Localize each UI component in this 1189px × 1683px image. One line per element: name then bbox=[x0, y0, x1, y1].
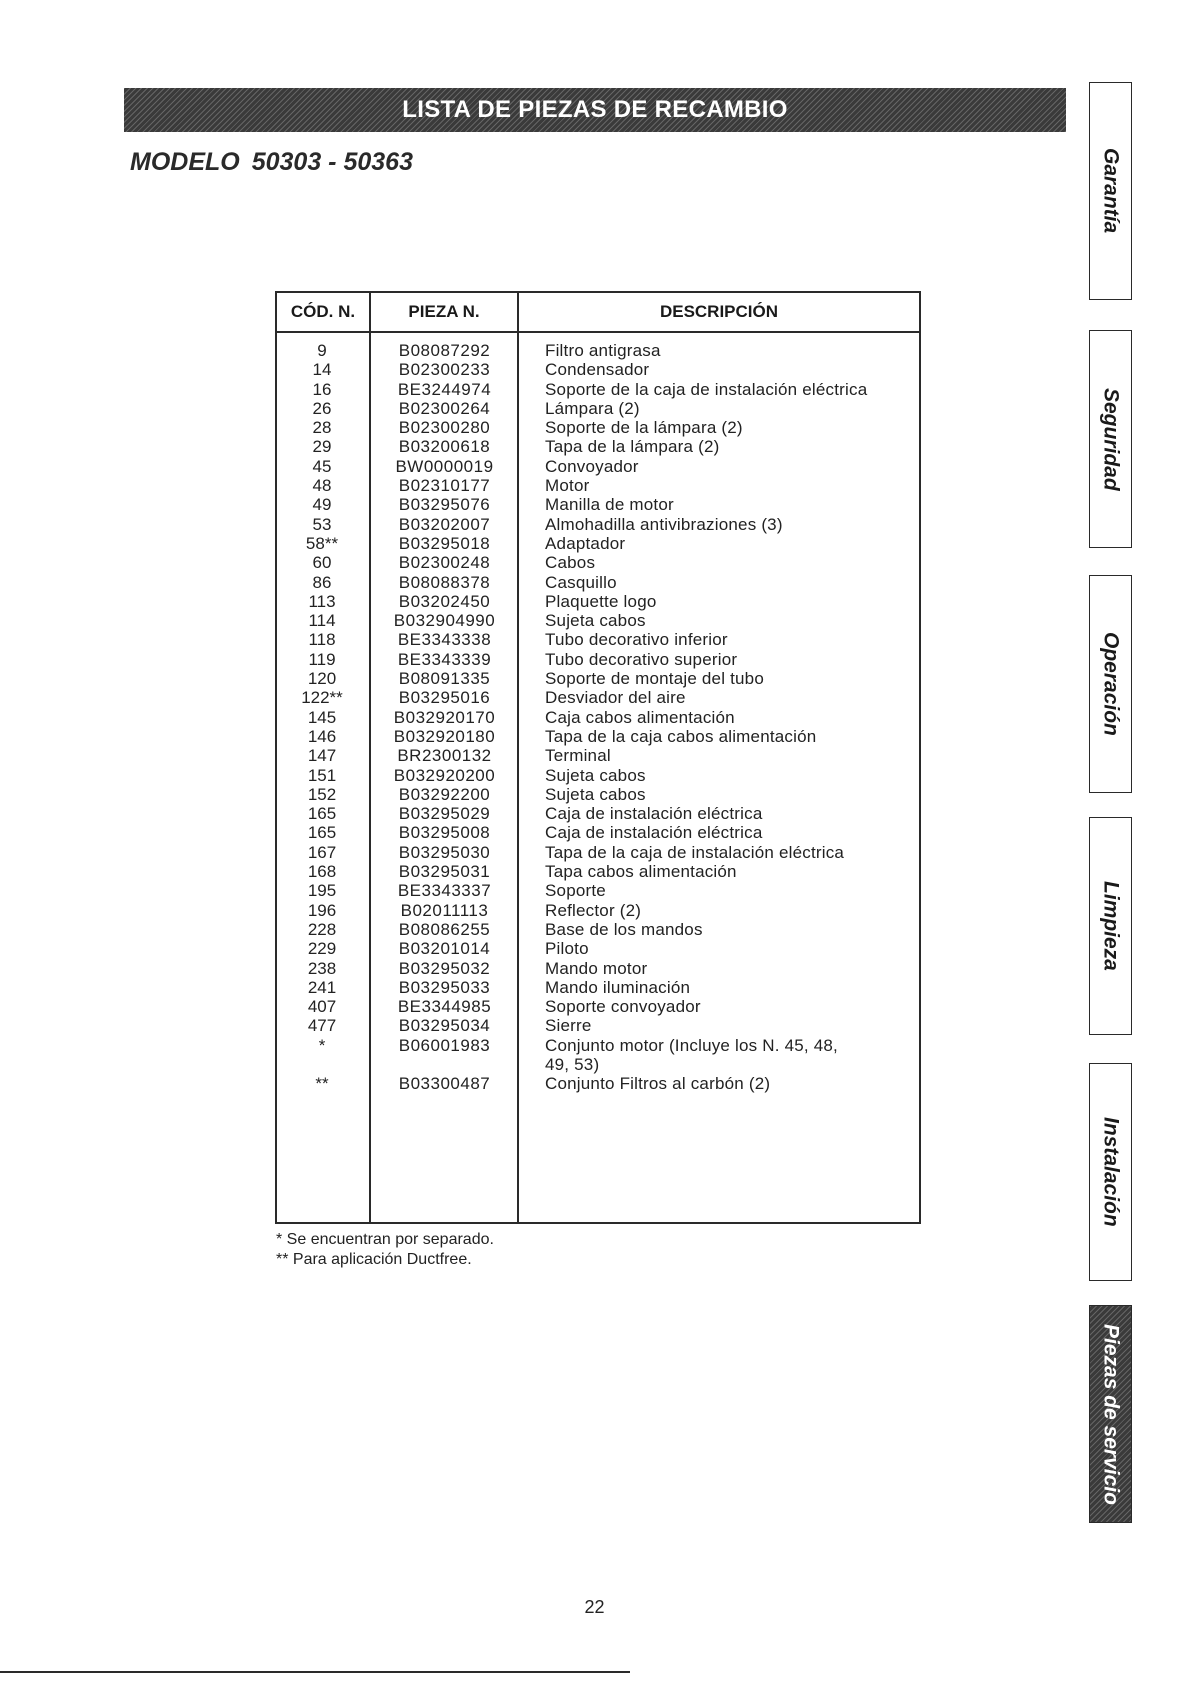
description-cell bbox=[545, 727, 905, 746]
code-cell: 9 bbox=[317, 341, 327, 360]
part-number-cell: B02300233 bbox=[398, 360, 491, 380]
code-cell: 167 bbox=[307, 842, 337, 862]
description-cell bbox=[545, 669, 905, 688]
description-cell bbox=[545, 862, 905, 881]
part-number-cell: B03292200 bbox=[398, 784, 491, 804]
description-cell bbox=[545, 380, 905, 399]
table-row bbox=[277, 843, 919, 862]
tab-operacion[interactable] bbox=[1089, 575, 1132, 793]
description-line: Tapa cabos alimentación bbox=[545, 862, 737, 882]
description-line: Sujeta cabos bbox=[545, 784, 646, 804]
description-cell bbox=[545, 495, 905, 514]
description-line: Sujeta cabos bbox=[545, 611, 646, 631]
description-cell bbox=[545, 476, 905, 495]
header-part: PIEZA N. bbox=[408, 302, 480, 321]
code-cell: 407 bbox=[307, 997, 337, 1017]
table-row bbox=[277, 534, 919, 553]
description-cell bbox=[545, 611, 905, 630]
model-range: 50303 - 50363 bbox=[251, 148, 413, 176]
description-cell bbox=[545, 457, 905, 476]
code-cell: 238 bbox=[307, 958, 337, 978]
part-number-cell: BE3343338 bbox=[397, 630, 492, 650]
description-line: Mando motor bbox=[545, 958, 648, 978]
description-line: Plaquette logo bbox=[545, 591, 657, 611]
description-cell bbox=[545, 418, 905, 437]
part-number-cell: BR2300132 bbox=[397, 746, 492, 766]
part-number-cell: B03295030 bbox=[398, 842, 491, 862]
part-number-cell: B02300248 bbox=[398, 553, 491, 573]
code-cell: 14 bbox=[312, 360, 332, 380]
description-cell bbox=[545, 553, 905, 572]
code-cell: 58** bbox=[305, 533, 339, 553]
code-cell: 119 bbox=[308, 649, 336, 669]
code-cell: 86 bbox=[312, 572, 332, 592]
table-row bbox=[277, 515, 919, 534]
table-row bbox=[277, 418, 919, 437]
description-cell bbox=[545, 592, 905, 611]
table-row bbox=[277, 457, 919, 476]
code-cell: 29 bbox=[312, 437, 332, 457]
description-line: Convoyador bbox=[545, 456, 639, 476]
code-cell: 147 bbox=[307, 746, 337, 766]
table-row bbox=[277, 476, 919, 495]
model-label: MODELO bbox=[130, 148, 240, 176]
tab-seguridad[interactable] bbox=[1089, 330, 1132, 548]
description-cell bbox=[545, 399, 905, 418]
description-cell bbox=[545, 534, 905, 553]
table-row bbox=[277, 862, 919, 881]
code-cell: 49 bbox=[312, 495, 332, 515]
table-row bbox=[277, 708, 919, 727]
part-number-cell: B03202007 bbox=[398, 514, 491, 534]
description-cell bbox=[545, 746, 905, 765]
code-cell: 122** bbox=[301, 688, 343, 708]
description-line: Manilla de motor bbox=[545, 495, 674, 515]
code-cell: 165 bbox=[307, 823, 337, 843]
part-number-cell: B03300487 bbox=[398, 1074, 491, 1094]
part-number-cell: B032920170 bbox=[393, 707, 496, 727]
code-cell: 168 bbox=[307, 862, 337, 882]
description-cell bbox=[545, 515, 905, 534]
description-line: Soporte de la lámpara (2) bbox=[545, 418, 743, 438]
table-row bbox=[277, 959, 919, 978]
tab-label: Limpieza bbox=[1099, 881, 1123, 971]
part-number-cell: B08088378 bbox=[398, 572, 491, 592]
table-row bbox=[277, 978, 919, 997]
description-line: Mando iluminación bbox=[545, 977, 691, 997]
table-row bbox=[277, 746, 919, 765]
description-line: Lámpara (2) bbox=[545, 398, 640, 418]
code-cell: 241 bbox=[307, 977, 337, 997]
tab-label: Seguridad bbox=[1099, 387, 1123, 491]
description-cell bbox=[545, 1036, 905, 1074]
description-line: Caja de instalación eléctrica bbox=[545, 823, 763, 843]
header-description: DESCRIPCIÓN bbox=[659, 302, 779, 321]
bottom-rule bbox=[0, 1671, 630, 1673]
part-number-cell: B02300264 bbox=[398, 398, 491, 418]
description-line: Motor bbox=[545, 476, 590, 496]
description-line: Casquillo bbox=[545, 572, 617, 592]
code-cell: 477 bbox=[307, 1016, 337, 1036]
section-banner bbox=[124, 88, 1066, 132]
part-number-cell: B02011113 bbox=[400, 900, 489, 920]
description-line: Soporte convoyador bbox=[545, 997, 701, 1017]
part-number-cell: BW0000019 bbox=[395, 456, 494, 476]
description-cell bbox=[545, 573, 905, 592]
table-row bbox=[277, 360, 919, 379]
part-number-cell: B03295032 bbox=[398, 958, 491, 978]
description-line: 49, 53) bbox=[545, 1054, 600, 1074]
code-cell: ** bbox=[315, 1074, 329, 1094]
table-row bbox=[277, 688, 919, 707]
table-row bbox=[277, 766, 919, 785]
description-cell bbox=[545, 341, 905, 360]
part-number-cell: B032920180 bbox=[393, 726, 496, 746]
description-cell bbox=[545, 978, 905, 997]
table-row bbox=[277, 1016, 919, 1035]
description-line: Conjunto motor (Incluye los N. 45, 48, bbox=[545, 1035, 838, 1055]
footnote-ductfree: ** Para aplicación Ductfree. bbox=[276, 1251, 472, 1268]
code-cell: 113 bbox=[308, 591, 336, 611]
part-number-cell: BE3343339 bbox=[397, 649, 492, 669]
table-body bbox=[277, 341, 919, 1094]
code-cell: 228 bbox=[307, 919, 337, 939]
code-cell: 45 bbox=[312, 456, 332, 476]
code-cell: 152 bbox=[307, 784, 337, 804]
code-cell: 196 bbox=[307, 900, 337, 920]
table-row bbox=[277, 380, 919, 399]
table-row bbox=[277, 823, 919, 842]
description-cell bbox=[545, 881, 905, 900]
header-code: CÓD. N. bbox=[290, 302, 356, 321]
part-number-cell: BE3343337 bbox=[397, 881, 492, 901]
code-cell: 114 bbox=[308, 611, 336, 631]
code-cell: 145 bbox=[307, 707, 337, 727]
description-cell bbox=[545, 437, 905, 456]
parts-table bbox=[275, 291, 921, 1224]
header-divider bbox=[277, 331, 919, 333]
description-cell bbox=[545, 650, 905, 669]
description-line: Conjunto Filtros al carbón (2) bbox=[545, 1074, 771, 1094]
code-cell: 26 bbox=[312, 398, 332, 418]
description-line: Tapa de la caja cabos alimentación bbox=[545, 726, 817, 746]
part-number-cell: B03202450 bbox=[398, 591, 491, 611]
tab-label: Garantía bbox=[1099, 148, 1123, 234]
footnotes bbox=[276, 1230, 494, 1270]
description-cell bbox=[545, 843, 905, 862]
description-cell bbox=[545, 766, 905, 785]
table-row bbox=[277, 997, 919, 1016]
code-cell: 146 bbox=[307, 726, 337, 746]
description-line: Tubo decorativo superior bbox=[545, 649, 738, 669]
code-cell: 60 bbox=[312, 553, 332, 573]
table-row bbox=[277, 804, 919, 823]
description-line: Reflector (2) bbox=[545, 900, 642, 920]
table-row bbox=[277, 1036, 919, 1075]
table-row bbox=[277, 901, 919, 920]
description-line: Terminal bbox=[545, 746, 611, 766]
tab-label: Instalación bbox=[1099, 1117, 1123, 1227]
table-row bbox=[277, 437, 919, 456]
description-line: Condensador bbox=[545, 360, 650, 380]
part-number-cell: B03295033 bbox=[398, 977, 491, 997]
tab-label: Piezas de servicio bbox=[1099, 1323, 1123, 1505]
tab-instalacion[interactable] bbox=[1089, 1063, 1132, 1281]
code-cell: 53 bbox=[312, 514, 332, 534]
table-row bbox=[277, 611, 919, 630]
table-row bbox=[277, 881, 919, 900]
description-line: Tubo decorativo inferior bbox=[545, 630, 728, 650]
description-cell bbox=[545, 688, 905, 707]
footnote-separate: * Se encuentran por separado. bbox=[276, 1231, 494, 1248]
description-line: Caja cabos alimentación bbox=[545, 707, 735, 727]
code-cell: 229 bbox=[307, 939, 337, 959]
part-number-cell: B03295031 bbox=[398, 862, 491, 882]
description-line: Base de los mandos bbox=[545, 919, 703, 939]
description-line: Almohadilla antivibraziones (3) bbox=[545, 514, 783, 534]
table-row bbox=[277, 727, 919, 746]
banner-title: LISTA DE PIEZAS DE RECAMBIO bbox=[402, 96, 788, 123]
tab-piezas-de-servicio[interactable] bbox=[1089, 1305, 1132, 1523]
part-number-cell: B03200618 bbox=[398, 437, 491, 457]
part-number-cell: B06001983 bbox=[398, 1035, 491, 1055]
code-cell: 16 bbox=[312, 379, 332, 399]
table-row bbox=[277, 573, 919, 592]
part-number-cell: B08091335 bbox=[398, 669, 491, 689]
table-row bbox=[277, 495, 919, 514]
table-row bbox=[277, 630, 919, 649]
code-cell: 48 bbox=[312, 476, 332, 496]
description-line: Tapa de la lámpara (2) bbox=[545, 437, 720, 457]
tab-garantia[interactable] bbox=[1089, 82, 1132, 300]
description-cell bbox=[545, 939, 905, 958]
table-row bbox=[277, 920, 919, 939]
description-line: Piloto bbox=[545, 939, 589, 959]
table-row bbox=[277, 592, 919, 611]
description-cell bbox=[545, 823, 905, 842]
description-cell bbox=[545, 997, 905, 1016]
part-number-cell: B032920200 bbox=[393, 765, 496, 785]
part-number-cell: B08086255 bbox=[398, 919, 491, 939]
description-cell bbox=[545, 901, 905, 920]
part-number-cell: B03295008 bbox=[398, 823, 491, 843]
description-line: Cabos bbox=[545, 553, 596, 573]
part-number-cell: B02300280 bbox=[398, 418, 491, 438]
table-row bbox=[277, 1074, 919, 1093]
description-line: Adaptador bbox=[545, 533, 626, 553]
part-number-cell: B02310177 bbox=[398, 476, 491, 496]
code-cell: * bbox=[318, 1035, 326, 1055]
table-row bbox=[277, 650, 919, 669]
table-row bbox=[277, 399, 919, 418]
description-line: Sierre bbox=[545, 1016, 592, 1036]
code-cell: 195 bbox=[307, 881, 337, 901]
description-line: Soporte bbox=[545, 881, 606, 901]
table-row bbox=[277, 669, 919, 688]
part-number-cell: B032904990 bbox=[393, 611, 496, 631]
model-heading bbox=[130, 148, 413, 177]
description-cell bbox=[545, 1074, 905, 1093]
description-line: Tapa de la caja de instalación eléctrica bbox=[545, 842, 845, 862]
tab-label: Operación bbox=[1099, 632, 1123, 736]
table-row bbox=[277, 939, 919, 958]
table-row bbox=[277, 785, 919, 804]
code-cell: 28 bbox=[312, 418, 332, 438]
code-cell: 165 bbox=[307, 804, 337, 824]
description-line: Sujeta cabos bbox=[545, 765, 646, 785]
part-number-cell: BE3344985 bbox=[397, 997, 492, 1017]
page-number: 22 bbox=[584, 1597, 605, 1617]
part-number-cell: B03201014 bbox=[398, 939, 491, 959]
part-number-cell: BE3244974 bbox=[397, 379, 492, 399]
description-cell bbox=[545, 630, 905, 649]
description-cell bbox=[545, 360, 905, 379]
description-cell bbox=[545, 1016, 905, 1035]
description-line: Soporte de montaje del tubo bbox=[545, 669, 764, 689]
description-line: Caja de instalación eléctrica bbox=[545, 804, 763, 824]
tab-limpieza[interactable] bbox=[1089, 817, 1132, 1035]
part-number-cell: B03295016 bbox=[398, 688, 491, 708]
code-cell: 120 bbox=[307, 669, 337, 689]
description-cell bbox=[545, 708, 905, 727]
description-cell bbox=[545, 785, 905, 804]
code-cell: 118 bbox=[308, 630, 336, 650]
description-cell bbox=[545, 920, 905, 939]
table-row bbox=[277, 341, 919, 360]
description-line: Desviador del aire bbox=[545, 688, 686, 708]
description-line: Filtro antigrasa bbox=[545, 341, 661, 360]
part-number-cell: B03295034 bbox=[398, 1016, 491, 1036]
table-row bbox=[277, 553, 919, 572]
description-cell bbox=[545, 804, 905, 823]
part-number-cell: B03295029 bbox=[398, 804, 491, 824]
part-number-cell: B08087292 bbox=[398, 341, 491, 360]
part-number-cell: B03295076 bbox=[398, 495, 491, 515]
description-cell bbox=[545, 959, 905, 978]
code-cell: 151 bbox=[307, 765, 337, 785]
part-number-cell: B03295018 bbox=[398, 533, 491, 553]
description-line: Soporte de la caja de instalación eléctrica bbox=[545, 379, 868, 399]
